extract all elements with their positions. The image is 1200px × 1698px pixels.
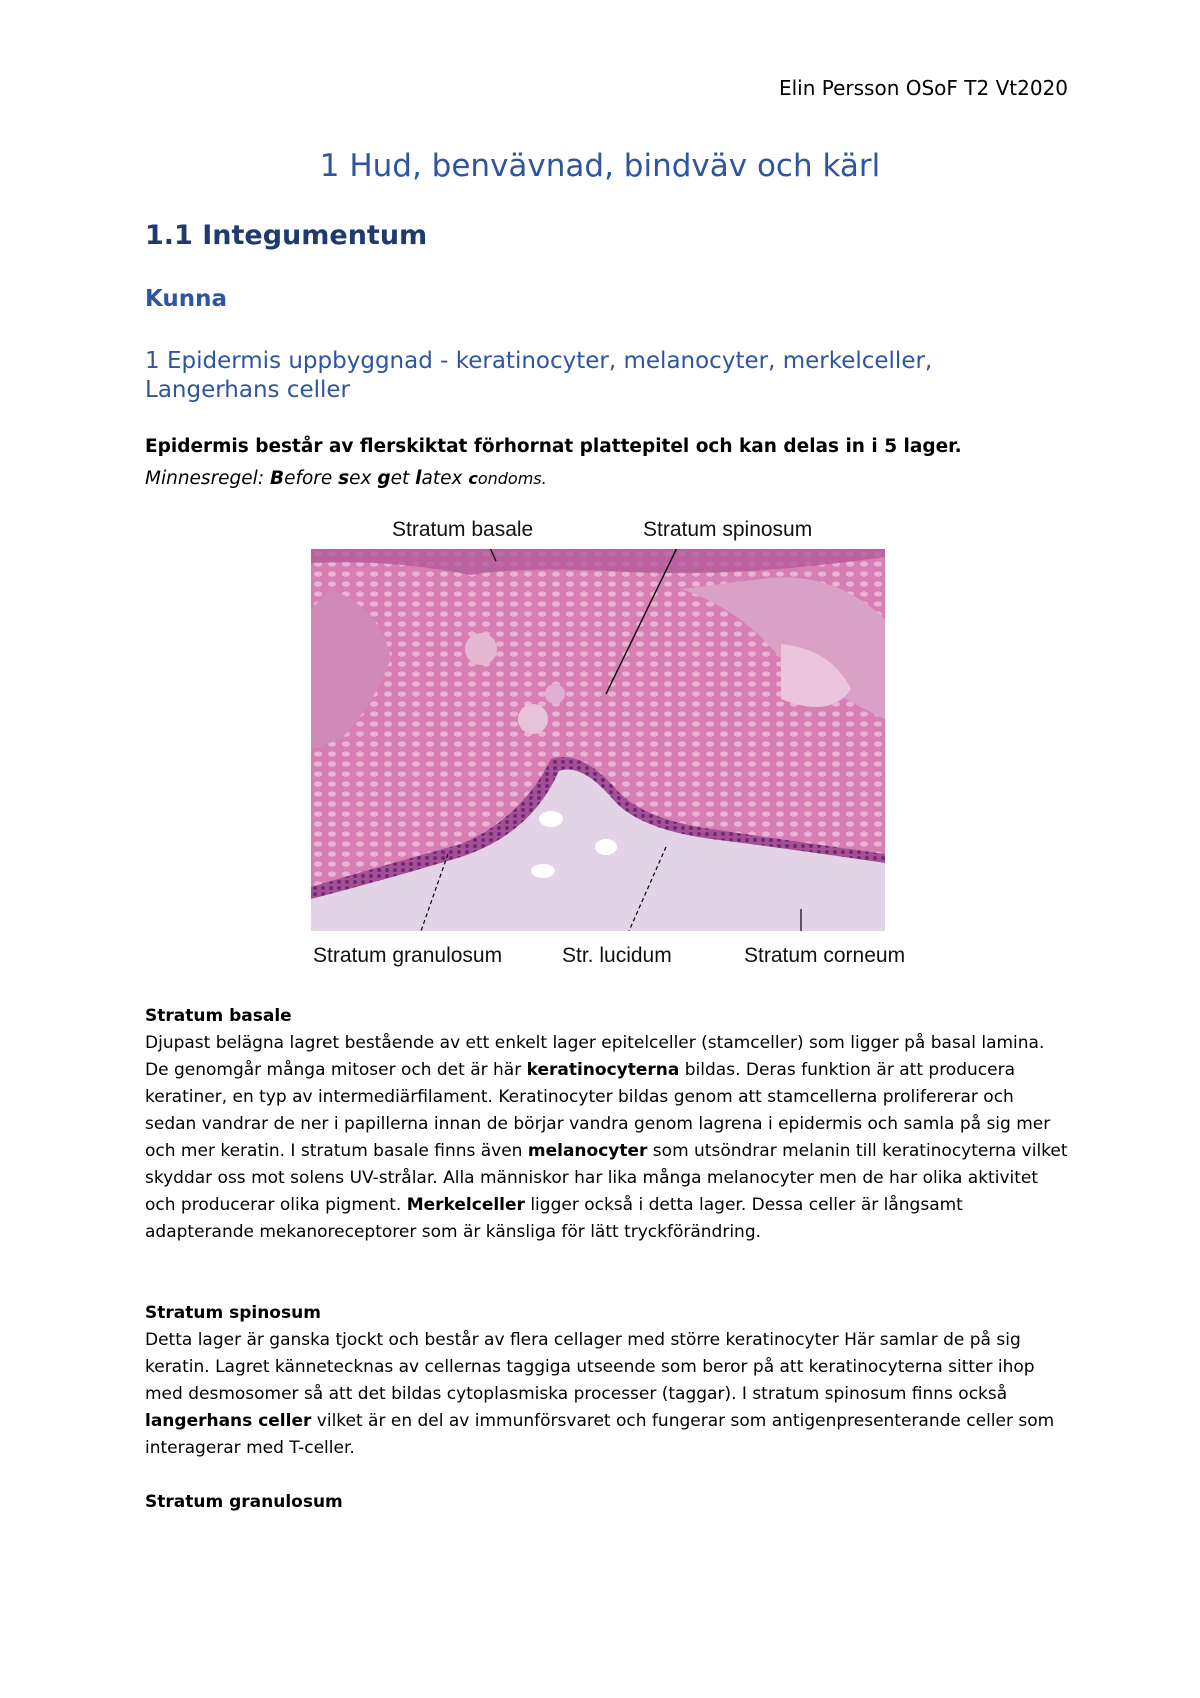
heading-2: 1.1 Integumentum bbox=[145, 220, 428, 251]
label-stratum-corneum: Stratum corneum bbox=[744, 944, 906, 967]
micrograph-image bbox=[311, 549, 885, 931]
label-stratum-granulosum: Stratum granulosum bbox=[313, 944, 503, 967]
mnemonic-text: ex bbox=[349, 468, 378, 489]
body-bold-term: langerhans celler bbox=[145, 1411, 312, 1431]
mnemonic-initial: l bbox=[415, 468, 422, 489]
mnemonic-initial: B bbox=[269, 468, 285, 489]
section-title: Stratum basale bbox=[145, 1006, 292, 1026]
label-stratum-lucidum: Str. lucidum bbox=[562, 944, 672, 967]
mnemonic-text: atex bbox=[421, 468, 469, 489]
mnemonic-text: ondoms. bbox=[477, 469, 547, 488]
body-bold-term: Merkelceller bbox=[406, 1195, 525, 1215]
mnemonic-initial: s bbox=[338, 468, 350, 489]
body-text: Djupast belägna lagret bestående av ett enkelt lager epitelceller (stamceller) som ligger på basal lamina. De genomgår många mitoser och det är här bbox=[145, 1033, 1045, 1080]
body-text: som utsöndrar melanin till keratinocyterna vilket skyddar oss mot solens UV-strålar. Alla människor har lika många melanocyter men de har olika aktivitet och producerar olika pigment. bbox=[145, 1141, 1068, 1215]
body-text: bildas. Deras funktion är att producera keratiner, en typ av intermediärfilament. Keratinocyter bildas genom att stamcellerna prolifererar och sedan vandrar de ner i papillerna innan de börjar vandra genom lagrena i epidermis och samla på sig mer och mer keratin. I stratum basale finns även bbox=[145, 1060, 1051, 1161]
body-text: Detta lager är ganska tjockt och består av flera cellager med större keratinocyter Här samlar de på sig keratin. Lagret kännetecknas av cellernas taggiga utseende som beror på att keratinocyterna sitter ihop med desmosomer så att det bildas cytoplasmiska processer (taggar). I stratum spinosum finns också bbox=[145, 1330, 1035, 1404]
mnemonic bbox=[145, 468, 547, 489]
header-author: Elin Persson OSoF T2 Vt2020 bbox=[778, 76, 1068, 100]
heading-4: 1 Epidermis uppbyggnad - keratinocyter, melanocyter, merkelceller, Langerhans celler bbox=[145, 348, 933, 403]
body-text: vilket är en del av immunförsvaret och fungerar som antigenpresenterande celler som interagerar med T-celler. bbox=[145, 1411, 1055, 1458]
mnemonic-text: et bbox=[390, 468, 416, 489]
section-body bbox=[145, 1327, 1070, 1462]
heading-1: 1 Hud, benvävnad, bindväv och kärl bbox=[319, 148, 881, 184]
body-bold-term: keratinocyterna bbox=[526, 1060, 680, 1080]
mnemonic-prefix: Minnesregel: bbox=[145, 468, 270, 489]
section-stratum-spinosum bbox=[145, 1300, 1070, 1462]
body-bold-term: melanocyter bbox=[527, 1141, 648, 1161]
section-body bbox=[145, 1030, 1070, 1246]
mnemonic-text: efore bbox=[284, 468, 339, 489]
label-stratum-basale: Stratum basale bbox=[392, 518, 534, 541]
section-stratum-basale bbox=[145, 1003, 1070, 1246]
section-stratum-granulosum bbox=[145, 1489, 1070, 1516]
section-title: Stratum spinosum bbox=[145, 1303, 321, 1323]
label-stratum-spinosum: Stratum spinosum bbox=[643, 518, 813, 541]
mnemonic-initial: g bbox=[377, 468, 391, 489]
body-text: ligger också i detta lager. Dessa celler är långsamt adapterande mekanoreceptorer som är känsliga för lätt tryckförändring. bbox=[145, 1195, 963, 1242]
intro-lead: Epidermis består av flerskiktat förhornat plattepitel och kan delas in i 5 lager. bbox=[145, 436, 962, 457]
mnemonic-initial: c bbox=[468, 469, 478, 488]
section-title: Stratum granulosum bbox=[145, 1492, 343, 1512]
epidermis-micrograph-figure bbox=[300, 512, 940, 972]
heading-3: Kunna bbox=[145, 286, 228, 312]
